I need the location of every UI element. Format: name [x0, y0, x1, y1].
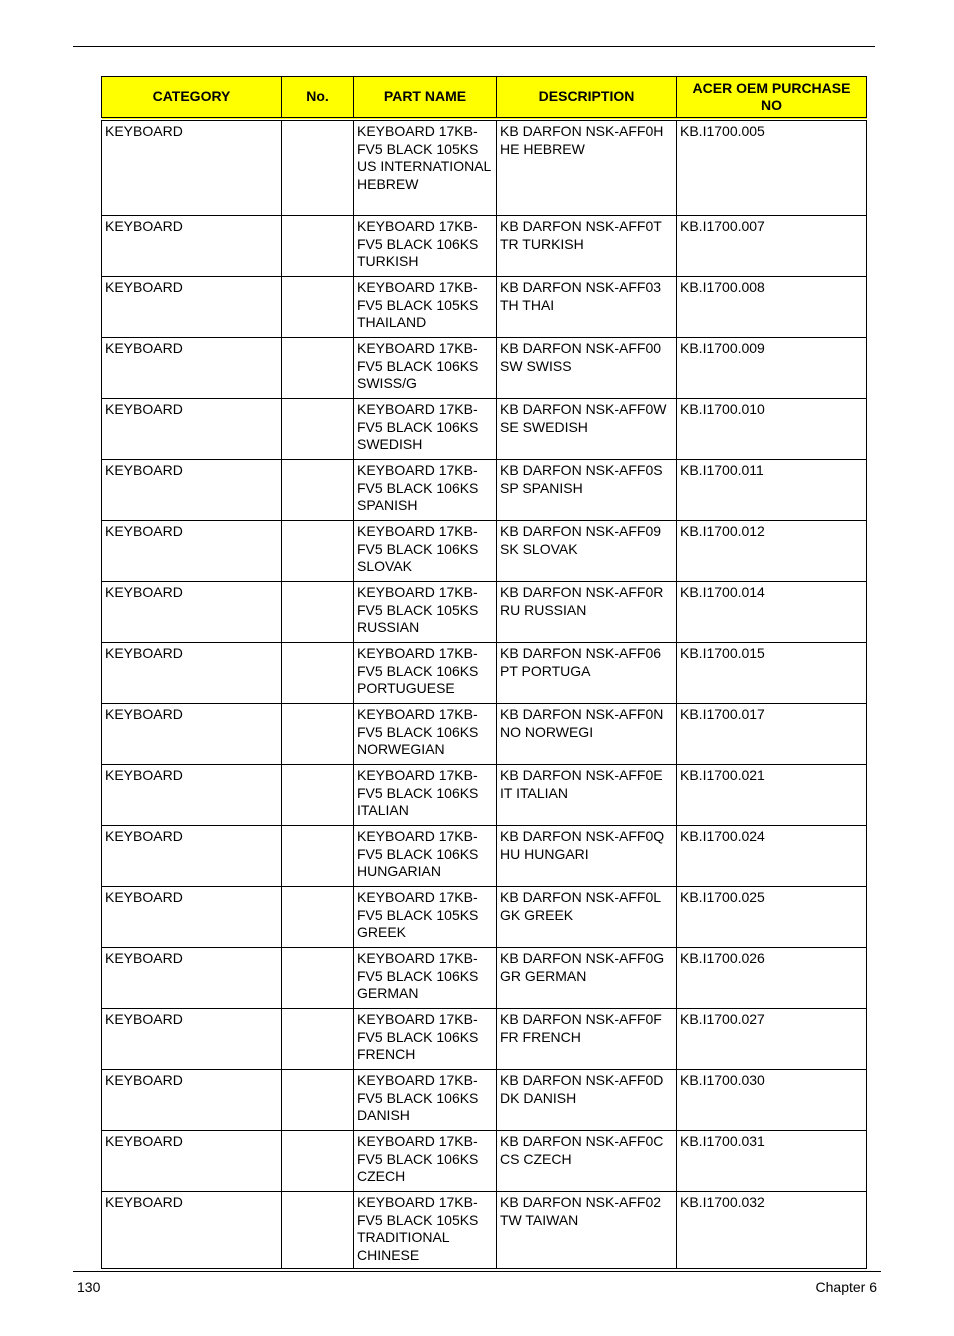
- table-row: [102, 1131, 867, 1192]
- cell-category: KEYBOARD: [102, 1070, 282, 1131]
- cell-no: [282, 521, 354, 582]
- cell-description: KB DARFON NSK-AFF0H HE HEBREW: [497, 119, 677, 216]
- cell-part-name: KEYBOARD 17KB-FV5 BLACK 106KS SWISS/G: [354, 338, 497, 399]
- cell-part-name: KEYBOARD 17KB-FV5 BLACK 106KS ITALIAN: [354, 765, 497, 826]
- cell-description: KB DARFON NSK-AFF0L GK GREEK: [497, 887, 677, 948]
- cell-oem-no: KB.I1700.030: [677, 1070, 867, 1131]
- cell-description: KB DARFON NSK-AFF03 TH THAI: [497, 277, 677, 338]
- table-row: [102, 399, 867, 460]
- cell-no: [282, 643, 354, 704]
- cell-oem-no: KB.I1700.005: [677, 119, 867, 216]
- cell-category: KEYBOARD: [102, 338, 282, 399]
- column-header-category: CATEGORY: [102, 77, 282, 120]
- table-row: [102, 643, 867, 704]
- table-body: [102, 119, 867, 1269]
- cell-description: KB DARFON NSK-AFF0G GR GERMAN: [497, 948, 677, 1009]
- cell-oem-no: KB.I1700.025: [677, 887, 867, 948]
- cell-part-name: KEYBOARD 17KB-FV5 BLACK 105KS THAILAND: [354, 277, 497, 338]
- cell-no: [282, 826, 354, 887]
- cell-no: [282, 277, 354, 338]
- cell-category: KEYBOARD: [102, 887, 282, 948]
- cell-category: KEYBOARD: [102, 643, 282, 704]
- cell-category: KEYBOARD: [102, 1192, 282, 1269]
- cell-no: [282, 765, 354, 826]
- cell-no: [282, 399, 354, 460]
- table-row: [102, 765, 867, 826]
- cell-category: KEYBOARD: [102, 765, 282, 826]
- cell-description: KB DARFON NSK-AFF0S SP SPANISH: [497, 460, 677, 521]
- cell-oem-no: KB.I1700.015: [677, 643, 867, 704]
- table-row: [102, 338, 867, 399]
- cell-category: KEYBOARD: [102, 119, 282, 216]
- cell-part-name: KEYBOARD 17KB-FV5 BLACK 105KS US INTERNATIONAL HEBREW: [354, 119, 497, 216]
- cell-category: KEYBOARD: [102, 826, 282, 887]
- cell-oem-no: KB.I1700.032: [677, 1192, 867, 1269]
- cell-no: [282, 704, 354, 765]
- column-header-part-name: PART NAME: [354, 77, 497, 120]
- column-header-oem-no: ACER OEM PURCHASE NO: [677, 77, 867, 120]
- page-number: 130: [77, 1279, 101, 1295]
- cell-part-name: KEYBOARD 17KB-FV5 BLACK 106KS PORTUGUESE: [354, 643, 497, 704]
- cell-description: KB DARFON NSK-AFF0W SE SWEDISH: [497, 399, 677, 460]
- cell-oem-no: KB.I1700.027: [677, 1009, 867, 1070]
- cell-description: KB DARFON NSK-AFF06 PT PORTUGA: [497, 643, 677, 704]
- cell-part-name: KEYBOARD 17KB-FV5 BLACK 106KS DANISH: [354, 1070, 497, 1131]
- cell-part-name: KEYBOARD 17KB-FV5 BLACK 105KS TRADITIONAL CHINESE: [354, 1192, 497, 1269]
- cell-oem-no: KB.I1700.009: [677, 338, 867, 399]
- cell-part-name: KEYBOARD 17KB-FV5 BLACK 106KS SPANISH: [354, 460, 497, 521]
- table-row: [102, 216, 867, 277]
- cell-category: KEYBOARD: [102, 1009, 282, 1070]
- cell-category: KEYBOARD: [102, 521, 282, 582]
- table-row: [102, 119, 867, 216]
- cell-oem-no: KB.I1700.011: [677, 460, 867, 521]
- cell-category: KEYBOARD: [102, 216, 282, 277]
- cell-no: [282, 1131, 354, 1192]
- table-row: [102, 1070, 867, 1131]
- cell-no: [282, 460, 354, 521]
- cell-category: KEYBOARD: [102, 399, 282, 460]
- cell-description: KB DARFON NSK-AFF0E IT ITALIAN: [497, 765, 677, 826]
- cell-category: KEYBOARD: [102, 704, 282, 765]
- header-rule: [73, 46, 875, 47]
- table-row: [102, 704, 867, 765]
- column-header-description: DESCRIPTION: [497, 77, 677, 120]
- cell-category: KEYBOARD: [102, 948, 282, 1009]
- cell-category: KEYBOARD: [102, 582, 282, 643]
- cell-description: KB DARFON NSK-AFF00 SW SWISS: [497, 338, 677, 399]
- cell-category: KEYBOARD: [102, 1131, 282, 1192]
- cell-part-name: KEYBOARD 17KB-FV5 BLACK 106KS SWEDISH: [354, 399, 497, 460]
- cell-no: [282, 216, 354, 277]
- cell-part-name: KEYBOARD 17KB-FV5 BLACK 106KS CZECH: [354, 1131, 497, 1192]
- cell-part-name: KEYBOARD 17KB-FV5 BLACK 106KS FRENCH: [354, 1009, 497, 1070]
- cell-part-name: KEYBOARD 17KB-FV5 BLACK 106KS GERMAN: [354, 948, 497, 1009]
- table-header: [102, 77, 867, 120]
- cell-category: KEYBOARD: [102, 460, 282, 521]
- cell-no: [282, 948, 354, 1009]
- table-row: [102, 1009, 867, 1070]
- cell-description: KB DARFON NSK-AFF0C CS CZECH: [497, 1131, 677, 1192]
- cell-part-name: KEYBOARD 17KB-FV5 BLACK 106KS SLOVAK: [354, 521, 497, 582]
- header-row: [102, 77, 867, 120]
- cell-no: [282, 119, 354, 216]
- cell-category: KEYBOARD: [102, 277, 282, 338]
- cell-part-name: KEYBOARD 17KB-FV5 BLACK 106KS NORWEGIAN: [354, 704, 497, 765]
- cell-oem-no: KB.I1700.021: [677, 765, 867, 826]
- cell-no: [282, 582, 354, 643]
- table-row: [102, 887, 867, 948]
- footer-rule: [73, 1271, 881, 1272]
- column-header-no: No.: [282, 77, 354, 120]
- cell-oem-no: KB.I1700.014: [677, 582, 867, 643]
- cell-no: [282, 1009, 354, 1070]
- table-row: [102, 521, 867, 582]
- cell-oem-no: KB.I1700.007: [677, 216, 867, 277]
- cell-part-name: KEYBOARD 17KB-FV5 BLACK 105KS GREEK: [354, 887, 497, 948]
- chapter-label: Chapter 6: [815, 1279, 877, 1295]
- cell-oem-no: KB.I1700.017: [677, 704, 867, 765]
- cell-no: [282, 1192, 354, 1269]
- parts-table: [101, 76, 867, 1269]
- cell-description: KB DARFON NSK-AFF0N NO NORWEGI: [497, 704, 677, 765]
- cell-oem-no: KB.I1700.024: [677, 826, 867, 887]
- cell-no: [282, 338, 354, 399]
- cell-description: KB DARFON NSK-AFF0D DK DANISH: [497, 1070, 677, 1131]
- cell-oem-no: KB.I1700.012: [677, 521, 867, 582]
- cell-oem-no: KB.I1700.008: [677, 277, 867, 338]
- table-row: [102, 826, 867, 887]
- cell-oem-no: KB.I1700.031: [677, 1131, 867, 1192]
- cell-description: KB DARFON NSK-AFF02 TW TAIWAN: [497, 1192, 677, 1269]
- cell-part-name: KEYBOARD 17KB-FV5 BLACK 105KS RUSSIAN: [354, 582, 497, 643]
- cell-part-name: KEYBOARD 17KB-FV5 BLACK 106KS TURKISH: [354, 216, 497, 277]
- table-row: [102, 1192, 867, 1269]
- table-row: [102, 582, 867, 643]
- cell-no: [282, 887, 354, 948]
- cell-part-name: KEYBOARD 17KB-FV5 BLACK 106KS HUNGARIAN: [354, 826, 497, 887]
- cell-description: KB DARFON NSK-AFF0F FR FRENCH: [497, 1009, 677, 1070]
- cell-no: [282, 1070, 354, 1131]
- cell-description: KB DARFON NSK-AFF09 SK SLOVAK: [497, 521, 677, 582]
- cell-description: KB DARFON NSK-AFF0T TR TURKISH: [497, 216, 677, 277]
- cell-oem-no: KB.I1700.010: [677, 399, 867, 460]
- cell-description: KB DARFON NSK-AFF0R RU RUSSIAN: [497, 582, 677, 643]
- table-row: [102, 948, 867, 1009]
- table-row: [102, 277, 867, 338]
- table-row: [102, 460, 867, 521]
- cell-oem-no: KB.I1700.026: [677, 948, 867, 1009]
- cell-description: KB DARFON NSK-AFF0Q HU HUNGARI: [497, 826, 677, 887]
